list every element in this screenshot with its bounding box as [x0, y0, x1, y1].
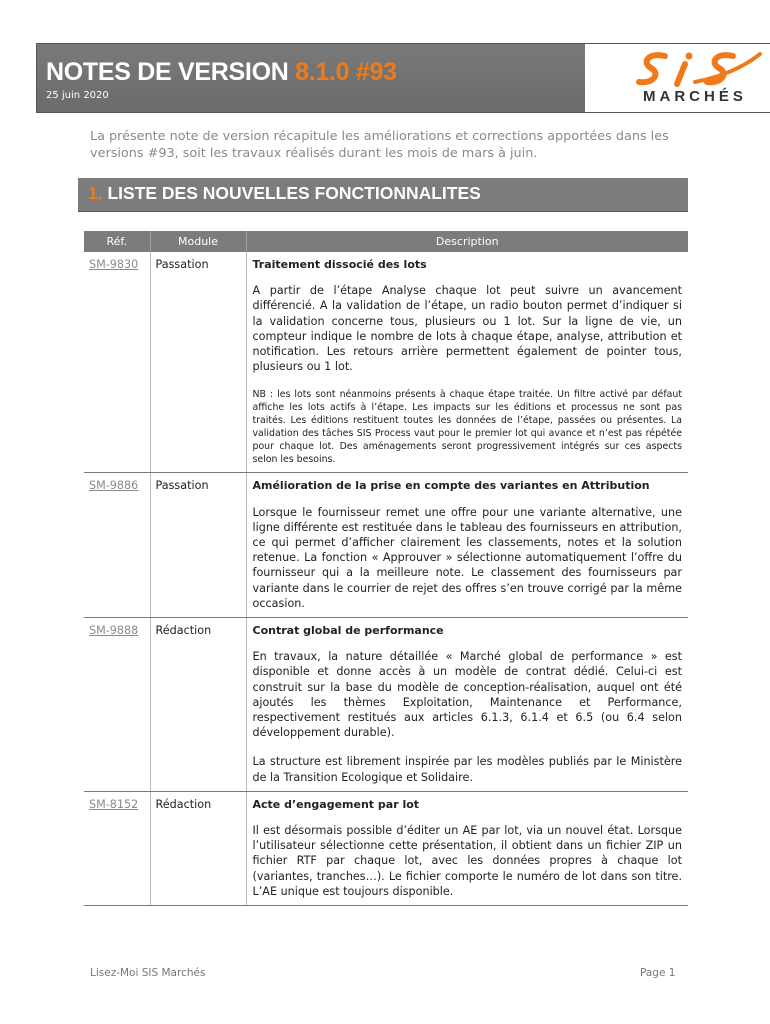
module-cell: Rédaction [150, 791, 246, 905]
feature-title: Traitement dissocié des lots [252, 258, 427, 271]
ref-link[interactable]: SM-9888 [84, 618, 150, 792]
table-row [84, 791, 688, 905]
release-date: 25 juin 2020 [46, 90, 109, 101]
section-title: LISTE DES NOUVELLES FONCTIONNALITES [102, 183, 481, 203]
title-prefix: NOTES DE VERSION [46, 58, 296, 86]
feature-paragraph: La structure est librement inspirée par les modèles publiés par le Ministère de la Transition Ecologique et Solidaire. [252, 755, 682, 784]
table-row [84, 252, 688, 473]
feature-paragraph: En travaux, la nature détaillée « Marché global de performance » est disponible et donne accès à un modèle de contrat dédié. Celui-ci est construit sur la base du modèle de conception-réalisation, auquel ont été ajoutés les thèmes Exploitation, Maintenance et Performance, respectivement restitués aux articles 6.1.3, 6.1.4 et 6.5 (ou 6.4 selon développement durable). [252, 650, 682, 740]
module-cell: Rédaction [150, 618, 246, 792]
footer-document-name: Lisez-Moi SIS Marchés [90, 967, 206, 979]
title-version: 8.1.0 #93 [295, 58, 397, 86]
features-table [84, 231, 688, 906]
feature-paragraph: Lorsque le fournisseur remet une offre pour une variante alternative, une ligne différente est restituée dans le tableau des fournisseurs en attribution, ce qui permet d’afficher clairement les classements, notes et la solution retenue. La fonction « Approuver » sélectionne automatiquement l’offre du fournisseur qui a la meilleure note. Le classement des fournisseurs par variante dans le courrier de rejet des offres s’en trouve corrigé par la même occasion. [252, 505, 682, 610]
section-number: 1. [88, 183, 103, 203]
header-module: Module [150, 231, 246, 252]
sis-marches-logo [585, 44, 770, 112]
description-cell [246, 473, 688, 618]
ref-link[interactable]: SM-9886 [84, 473, 150, 618]
description-cell [246, 618, 688, 792]
table-header-row [84, 231, 688, 252]
ref-link[interactable]: SM-9830 [84, 252, 150, 473]
table-row [84, 618, 688, 792]
feature-title: Contrat global de performance [252, 624, 444, 638]
logo-wordmark: MARCHÉS [643, 88, 747, 105]
feature-paragraph: A partir de l’étape Analyse chaque lot peut suivre un avancement différencié. A la validation de l’étape, un radio bouton permet d’indiquer si la validation concerne tous, plusieurs ou 1 lot. Sur la ligne de vie, un compteur indique le nombre de lots à chaque étape, analyse, attribution et notification. Les retours arrière permettent également de pointer tous, plusieurs ou 1 lot. [252, 284, 682, 374]
document-title [46, 58, 397, 87]
sis-logo-mark-icon [635, 50, 765, 90]
feature-title: Acte d’engagement par lot [252, 797, 420, 811]
feature-paragraph: Il est désormais possible d’éditer un AE par lot, via un nouvel état. Lorsque l’utilisateur sélectionne cette présentation, il obtient dans un fichier ZIP un fichier RTF par chaque lot, avec les données propres à chaque lot (variantes, tranches…). Le fichier comporte le numéro de lot dans son titre. L’AE unique est toujours disponible. [252, 824, 682, 898]
intro-paragraph: La présente note de version récapitule les améliorations et corrections apportées dans les versions #93, soit les travaux réalisés durant les mois de mars à juin. [90, 129, 669, 161]
footer-page-number: Page 1 [640, 967, 676, 979]
header-ref: Réf. [84, 231, 150, 252]
header-description: Description [246, 231, 688, 252]
ref-link[interactable]: SM-8152 [84, 791, 150, 905]
feature-note: NB : les lots sont néanmoins présents à chaque étape traitée. Un filtre activé par défaut affiche les lots actifs à l’étape. Les impacts sur les éditions et processus ne sont pas traités. Les éditions restituent toutes les données de l’étape, passées ou présentes. La validation des tâches SIS Process vaut pour le premier lot qui avance et n’est pas répétée pour chaque lot. Des aménagements seront progressivement intégrés sur ces aspects selon les besoins. [252, 389, 682, 466]
description-cell [246, 252, 688, 473]
section-heading [78, 178, 688, 211]
document-header [36, 43, 770, 113]
feature-title: Amélioration de la prise en compte des variantes en Attribution [252, 479, 650, 493]
table-row [84, 473, 688, 618]
module-cell: Passation [150, 473, 246, 618]
module-cell: Passation [150, 252, 246, 473]
description-cell [246, 791, 688, 905]
